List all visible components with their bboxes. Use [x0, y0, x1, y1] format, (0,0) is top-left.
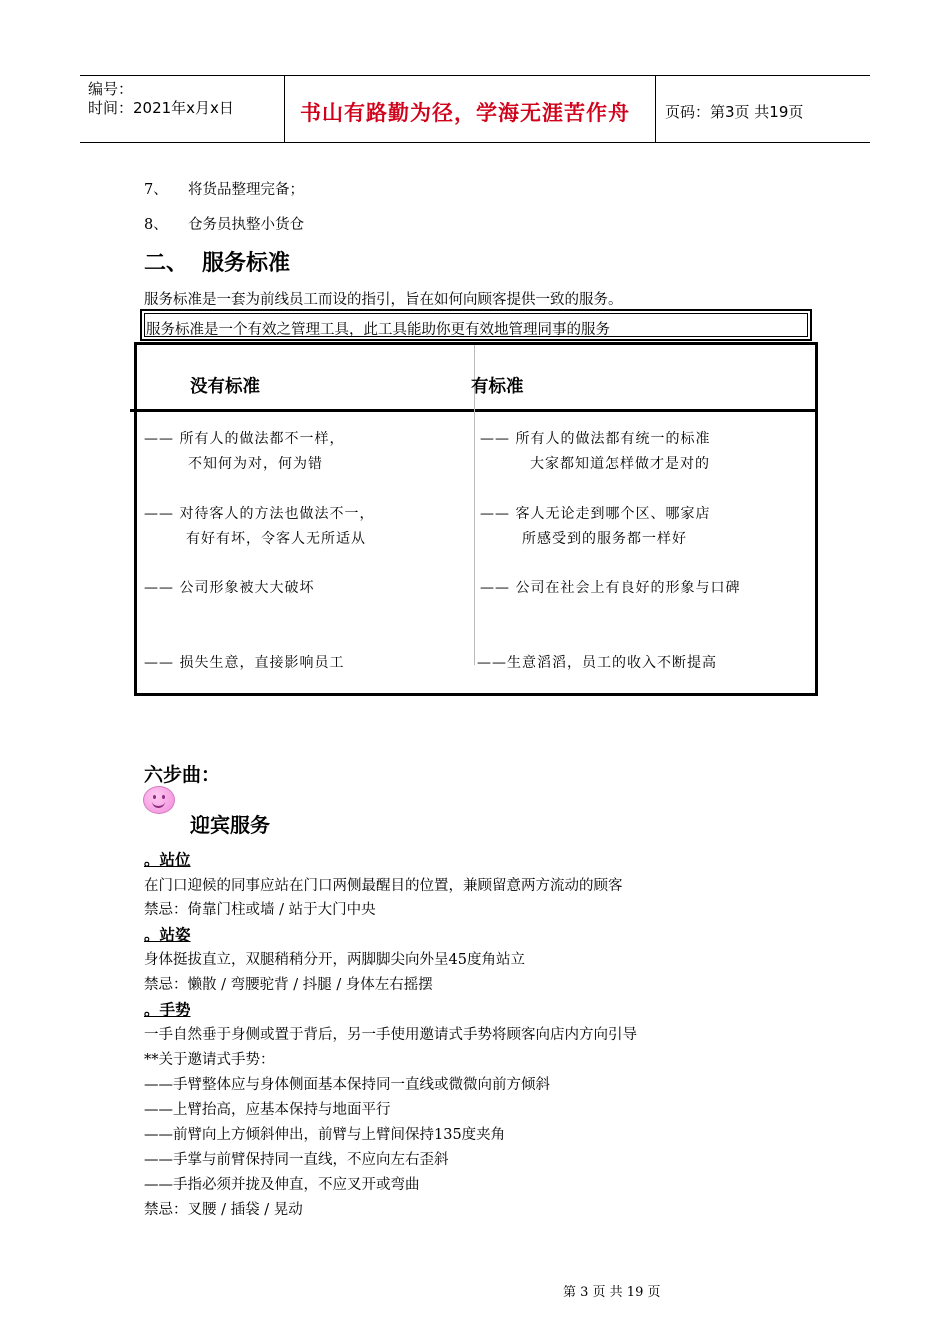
list-item-8-text: 仓务员执整小货仓 — [188, 217, 304, 233]
six-steps-title: 六步曲： — [144, 764, 221, 786]
posture-line1: 身体挺拔直立，双腿稍稍分开，两脚脚尖向外呈45度角站立 — [144, 952, 525, 968]
subsection-title-gesture: 。手势 — [144, 1001, 191, 1019]
comparison-left-row2-line1: —— 对待客人的方法也做法不一， — [144, 506, 375, 522]
comparison-right-row4: ——生意滔滔，员工的收入不断提高 — [477, 655, 717, 671]
comparison-left-row1-line1: —— 所有人的做法都不一样， — [144, 431, 345, 447]
list-item-7-number: 7、 — [144, 182, 168, 198]
list-item-8-number: 8、 — [144, 217, 168, 233]
header-bottom-rule — [80, 142, 870, 143]
comparison-right-row2-line1: —— 客人无论走到哪个区、哪家店 — [480, 506, 711, 522]
subsection-title-posture: 。站姿 — [144, 926, 191, 944]
smiley-mouth — [152, 799, 165, 808]
gesture-line7: ——手指必须并拢及伸直，不应叉开或弯曲 — [144, 1177, 420, 1193]
gesture-line6: ——手掌与前臂保持同一直线，不应向左右歪斜 — [144, 1152, 449, 1168]
posture-line2: 禁忌：懒散 / 弯腰驼背 / 抖腿 / 身体左右摇摆 — [144, 977, 433, 993]
gesture-line8: 禁忌：叉腰 / 插袋 / 晃动 — [144, 1202, 303, 1218]
standing-position-line1: 在门口迎候的同事应站在门口两侧最醒目的位置，兼顾留意两方流动的顾客 — [144, 878, 623, 894]
comparison-left-row3: —— 公司形象被大大破坏 — [144, 580, 315, 596]
doc-number-label: 编号： — [88, 80, 134, 98]
subsection-title-standing-position: 。站位 — [144, 851, 191, 869]
section2-intro: 服务标准是一套为前线员工而设的指引，旨在如何向顾客提供一致的服务。 — [144, 292, 623, 308]
list-item-7-text: 将货品整理完备； — [188, 182, 304, 198]
comparison-right-row1-line2: 大家都知道怎样做才是对的 — [530, 456, 710, 472]
step-title-greeting-service: 迎宾服务 — [190, 813, 270, 837]
comparison-right-row1-line1: —— 所有人的做法都有统一的标准 — [480, 431, 711, 447]
doc-time-label: 时间：2021年x月x日 — [88, 99, 234, 117]
section2-heading: 服务标准 — [202, 251, 291, 276]
header-top-rule — [80, 75, 870, 76]
comparison-left-header: 没有标准 — [190, 377, 260, 397]
smiley-icon — [143, 786, 175, 814]
gesture-line4: ——上臂抬高，应基本保持与地面平行 — [144, 1102, 391, 1118]
comparison-right-row2-line2: 所感受到的服务都一样好 — [522, 531, 687, 547]
header-page-info: 页码：第3页 共19页 — [665, 103, 804, 121]
standing-position-line2: 禁忌：倚靠门柱或墙 / 站于大门中央 — [144, 902, 376, 918]
comparison-left-row4: —— 损失生意，直接影响员工 — [144, 655, 345, 671]
boxed-note: 服务标准是一个有效之管理工具，此工具能助你更有效地管理同事的服务 — [146, 322, 610, 338]
gesture-line5: ——前臂向上方倾斜伸出，前臂与上臂间保持135度夹角 — [144, 1127, 506, 1143]
comparison-right-row3: —— 公司在社会上有良好的形象与口碑 — [480, 580, 741, 596]
gesture-line2: **关于邀请式手势： — [144, 1052, 275, 1068]
comparison-left-row1-line2: 不知何为对，何为错 — [188, 456, 323, 472]
footer-page-number: 第 3 页 共 19 页 — [563, 1285, 661, 1300]
gesture-line1: 一手自然垂于身侧或置于背后，另一手使用邀请式手势将顾客向店内方向引导 — [144, 1027, 637, 1043]
section2-heading-number: 二、 — [144, 251, 189, 276]
gesture-line3: ——手臂整体应与身体侧面基本保持同一直线或微微向前方倾斜 — [144, 1077, 550, 1093]
header-divider-right — [655, 75, 656, 143]
comparison-left-row2-line2: 有好有坏，令客人无所适从 — [186, 531, 366, 547]
header-divider-left — [284, 75, 285, 143]
header-motto: 书山有路勤为径，学海无涯苦作舟 — [300, 101, 630, 125]
comparison-right-header: 有标准 — [471, 377, 524, 397]
